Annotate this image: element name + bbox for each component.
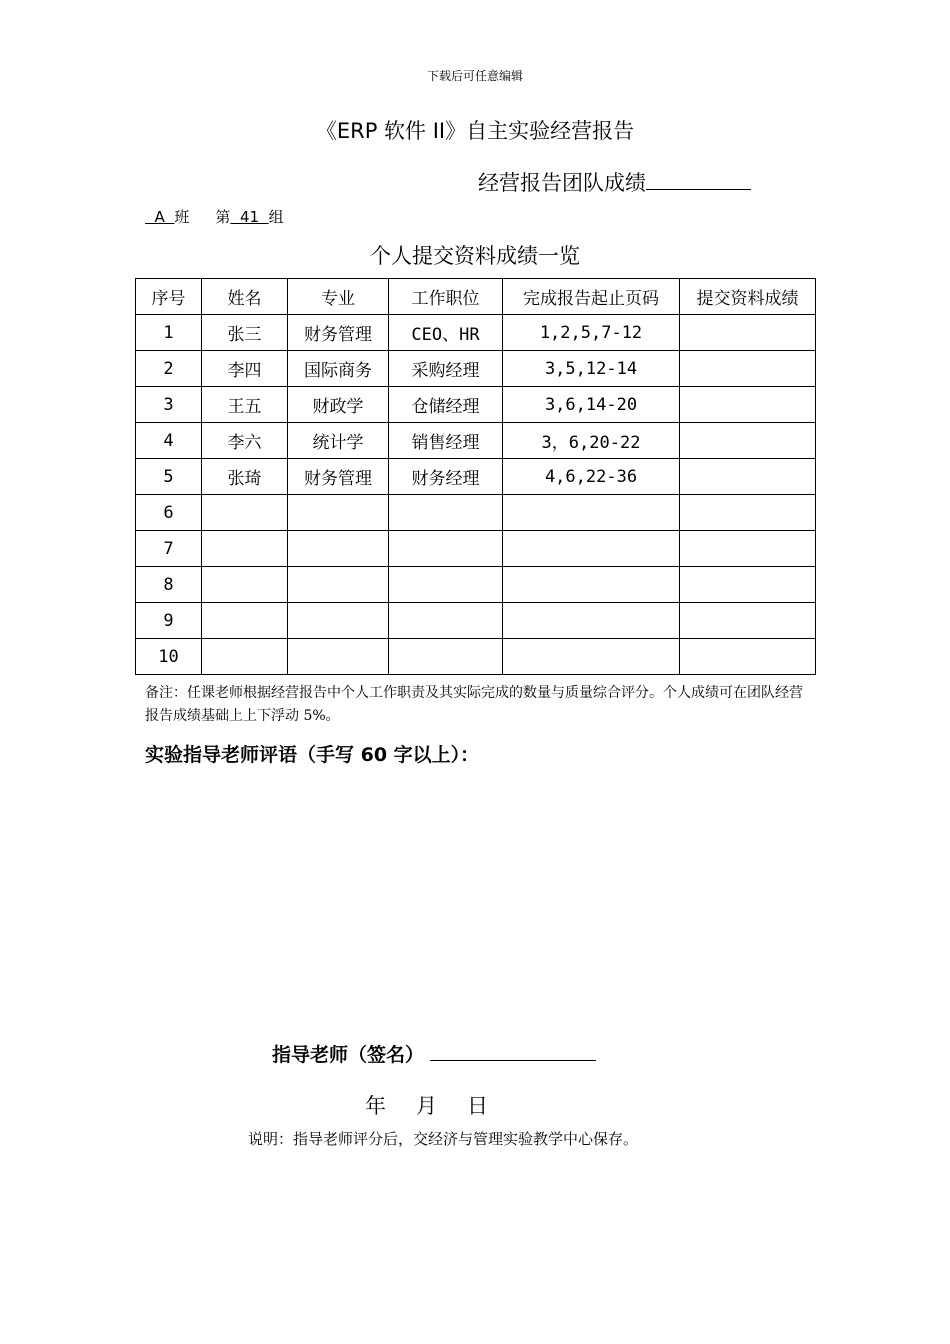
cell-major — [288, 531, 389, 567]
cell-pages: 3，6,20-22 — [503, 423, 680, 459]
header-position: 工作职位 — [389, 279, 503, 315]
cell-score — [680, 531, 816, 567]
table-row — [136, 387, 816, 423]
comment-title: 实验指导老师评语（手写 60 字以上）： — [145, 744, 480, 766]
signature-line — [272, 1038, 596, 1067]
table-row — [136, 495, 816, 531]
cell-score — [680, 603, 816, 639]
cell-index: 3 — [136, 387, 202, 423]
cell-position: 仓储经理 — [389, 387, 503, 423]
signature-label: 指导老师（签名） — [272, 1044, 425, 1066]
class-value: A — [154, 208, 165, 226]
signature-blank — [430, 1038, 596, 1061]
cell-index: 1 — [136, 315, 202, 351]
cell-name: 李四 — [202, 351, 288, 387]
cell-pages — [503, 639, 680, 675]
cell-name — [202, 639, 288, 675]
cell-score — [680, 351, 816, 387]
cell-pages: 4,6,22-36 — [503, 459, 680, 495]
section-title: 个人提交资料成绩一览 — [370, 244, 580, 268]
cell-position — [389, 495, 503, 531]
cell-index: 8 — [136, 567, 202, 603]
header-note: 下载后可任意编辑 — [426, 69, 523, 83]
date-day: 日 — [467, 1094, 488, 1118]
cell-pages — [503, 531, 680, 567]
grades-table — [135, 278, 816, 675]
date-line — [365, 1090, 518, 1120]
remark-note: 备注：任课老师根据经营报告中个人工作职责及其实际完成的数量与质量综合评分。个人成绩可在团队经营报告成绩基础上上下浮动 5%。 — [145, 685, 803, 724]
cell-index: 4 — [136, 423, 202, 459]
cell-position: 采购经理 — [389, 351, 503, 387]
cell-major — [288, 639, 389, 675]
cell-index: 6 — [136, 495, 202, 531]
table-header-row — [136, 279, 816, 315]
cell-position — [389, 531, 503, 567]
table-row — [136, 603, 816, 639]
cell-name: 李六 — [202, 423, 288, 459]
cell-name — [202, 567, 288, 603]
cell-name: 张琦 — [202, 459, 288, 495]
footer-note: 说明：指导老师评分后，交经济与管理实验教学中心保存。 — [248, 1130, 639, 1148]
group-label: 组 — [268, 208, 284, 226]
table-row — [136, 351, 816, 387]
header-pages: 完成报告起止页码 — [503, 279, 680, 315]
cell-name — [202, 495, 288, 531]
cell-score — [680, 459, 816, 495]
cell-score — [680, 423, 816, 459]
table-row — [136, 459, 816, 495]
group-prefix: 第 — [215, 208, 231, 226]
cell-major — [288, 567, 389, 603]
date-year: 年 — [365, 1094, 386, 1118]
cell-index: 7 — [136, 531, 202, 567]
cell-position — [389, 639, 503, 675]
team-score-label: 经营报告团队成绩 — [478, 171, 646, 195]
cell-score — [680, 315, 816, 351]
cell-name: 张三 — [202, 315, 288, 351]
cell-score — [680, 387, 816, 423]
header-name: 姓名 — [202, 279, 288, 315]
cell-score — [680, 495, 816, 531]
cell-pages: 1,2,5,7-12 — [503, 315, 680, 351]
table-row — [136, 639, 816, 675]
cell-pages: 3,5,12-14 — [503, 351, 680, 387]
cell-name: 王五 — [202, 387, 288, 423]
table-row — [136, 315, 816, 351]
cell-major — [288, 603, 389, 639]
date-month: 月 — [416, 1094, 437, 1118]
group-value: 41 — [239, 208, 260, 226]
cell-index: 10 — [136, 639, 202, 675]
table-row — [136, 423, 816, 459]
table-row — [136, 567, 816, 603]
cell-major: 财务管理 — [288, 459, 389, 495]
cell-pages — [503, 495, 680, 531]
cell-pages — [503, 567, 680, 603]
team-score-blank — [646, 167, 751, 190]
cell-major: 国际商务 — [288, 351, 389, 387]
class-group-line — [145, 206, 284, 227]
cell-major: 统计学 — [288, 423, 389, 459]
cell-index: 9 — [136, 603, 202, 639]
cell-score — [680, 639, 816, 675]
report-title: 《ERP 软件 II》自主实验经营报告 — [315, 119, 635, 143]
class-label: 班 — [174, 208, 190, 226]
cell-name — [202, 531, 288, 567]
cell-position — [389, 603, 503, 639]
cell-pages: 3,6,14-20 — [503, 387, 680, 423]
cell-name — [202, 603, 288, 639]
cell-index: 2 — [136, 351, 202, 387]
header-index: 序号 — [136, 279, 202, 315]
cell-score — [680, 567, 816, 603]
header-major: 专业 — [288, 279, 389, 315]
cell-position: CEO、HR — [389, 315, 503, 351]
table-row — [136, 531, 816, 567]
cell-major: 财政学 — [288, 387, 389, 423]
cell-pages — [503, 603, 680, 639]
cell-major: 财务管理 — [288, 315, 389, 351]
cell-position: 财务经理 — [389, 459, 503, 495]
cell-index: 5 — [136, 459, 202, 495]
cell-position — [389, 567, 503, 603]
cell-major — [288, 495, 389, 531]
cell-position: 销售经理 — [389, 423, 503, 459]
team-score-line — [478, 167, 751, 197]
header-score: 提交资料成绩 — [680, 279, 816, 315]
